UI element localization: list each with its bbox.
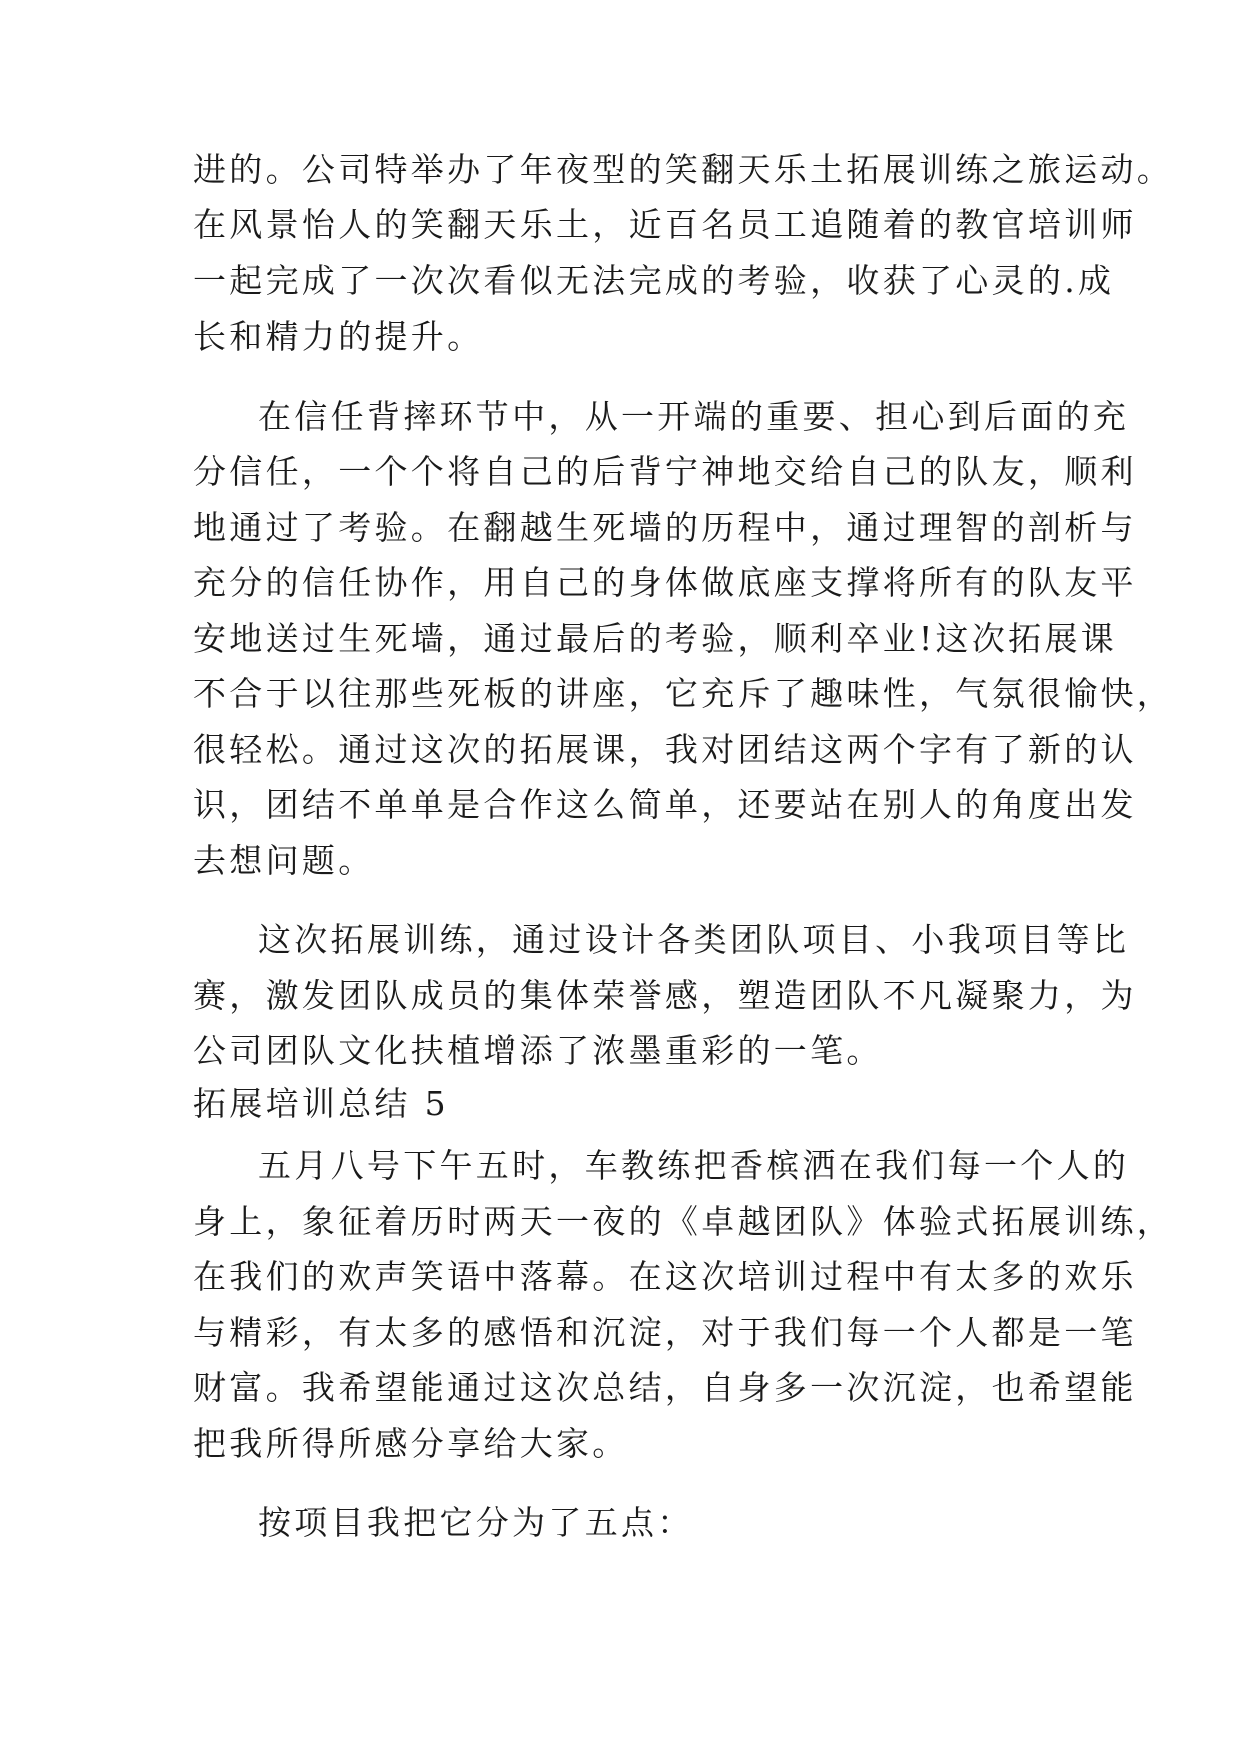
paragraph-line: 把我所得所感分享给大家。 xyxy=(193,1424,629,1463)
paragraph-line: 在信任背摔环节中，从一开端的重要、担心到后面的充 xyxy=(258,397,1130,436)
paragraph-line: 识，团结不单单是合作这么简单，还要站在别人的角度出发 xyxy=(193,785,1137,824)
paragraph-line: 不合于以往那些死板的讲座，它充斥了趣味性，气氛很愉快， xyxy=(193,674,1174,713)
paragraph-line: 与精彩，有太多的感悟和沉淀，对于我们每一个人都是一笔 xyxy=(193,1313,1137,1352)
paragraph-line: 长和精力的提升。 xyxy=(193,317,484,356)
paragraph-line: 公司团队文化扶植增添了浓墨重彩的一笔。 xyxy=(193,1031,883,1070)
paragraph-line: 分信任，一个个将自己的后背宁神地交给自己的队友，顺利 xyxy=(193,452,1137,491)
paragraph-line: 地通过了考验。在翻越生死墙的历程中，通过理智的剖析与 xyxy=(193,508,1137,547)
paragraph-line: 五月八号下午五时，车教练把香槟洒在我们每一个人的 xyxy=(258,1146,1130,1185)
paragraph-line: 很轻松。通过这次的拓展课，我对团结这两个字有了新的认 xyxy=(193,730,1137,769)
section-heading: 拓展培训总结 5 xyxy=(193,1084,449,1123)
paragraph-line: 这次拓展训练，通过设计各类团队项目、小我项目等比 xyxy=(258,920,1130,959)
paragraph-line: 进的。公司特举办了年夜型的笑翻天乐土拓展训练之旅运动。 xyxy=(193,150,1174,189)
paragraph-line: 去想问题。 xyxy=(193,841,375,880)
paragraph-line: 财富。我希望能通过这次总结，自身多一次沉淀，也希望能 xyxy=(193,1368,1137,1407)
paragraph-line: 安地送过生死墙，通过最后的考验，顺利卒业!这次拓展课 xyxy=(193,619,1118,658)
paragraph-line: 一起完成了一次次看似无法完成的考验，收获了心灵的.成 xyxy=(193,261,1115,300)
paragraph-line: 身上，象征着历时两天一夜的《卓越团队》体验式拓展训练， xyxy=(193,1202,1174,1241)
paragraph-line: 充分的信任协作，用自己的身体做底座支撑将所有的队友平 xyxy=(193,563,1137,602)
paragraph-line: 在我们的欢声笑语中落幕。在这次培训过程中有太多的欢乐 xyxy=(193,1257,1137,1296)
paragraph-line: 在风景怡人的笑翻天乐土，近百名员工追随着的教官培训师 xyxy=(193,205,1137,244)
paragraph-line: 赛，激发团队成员的集体荣誉感，塑造团队不凡凝聚力，为 xyxy=(193,976,1137,1015)
paragraph-line: 按项目我把它分为了五点： xyxy=(258,1503,694,1542)
